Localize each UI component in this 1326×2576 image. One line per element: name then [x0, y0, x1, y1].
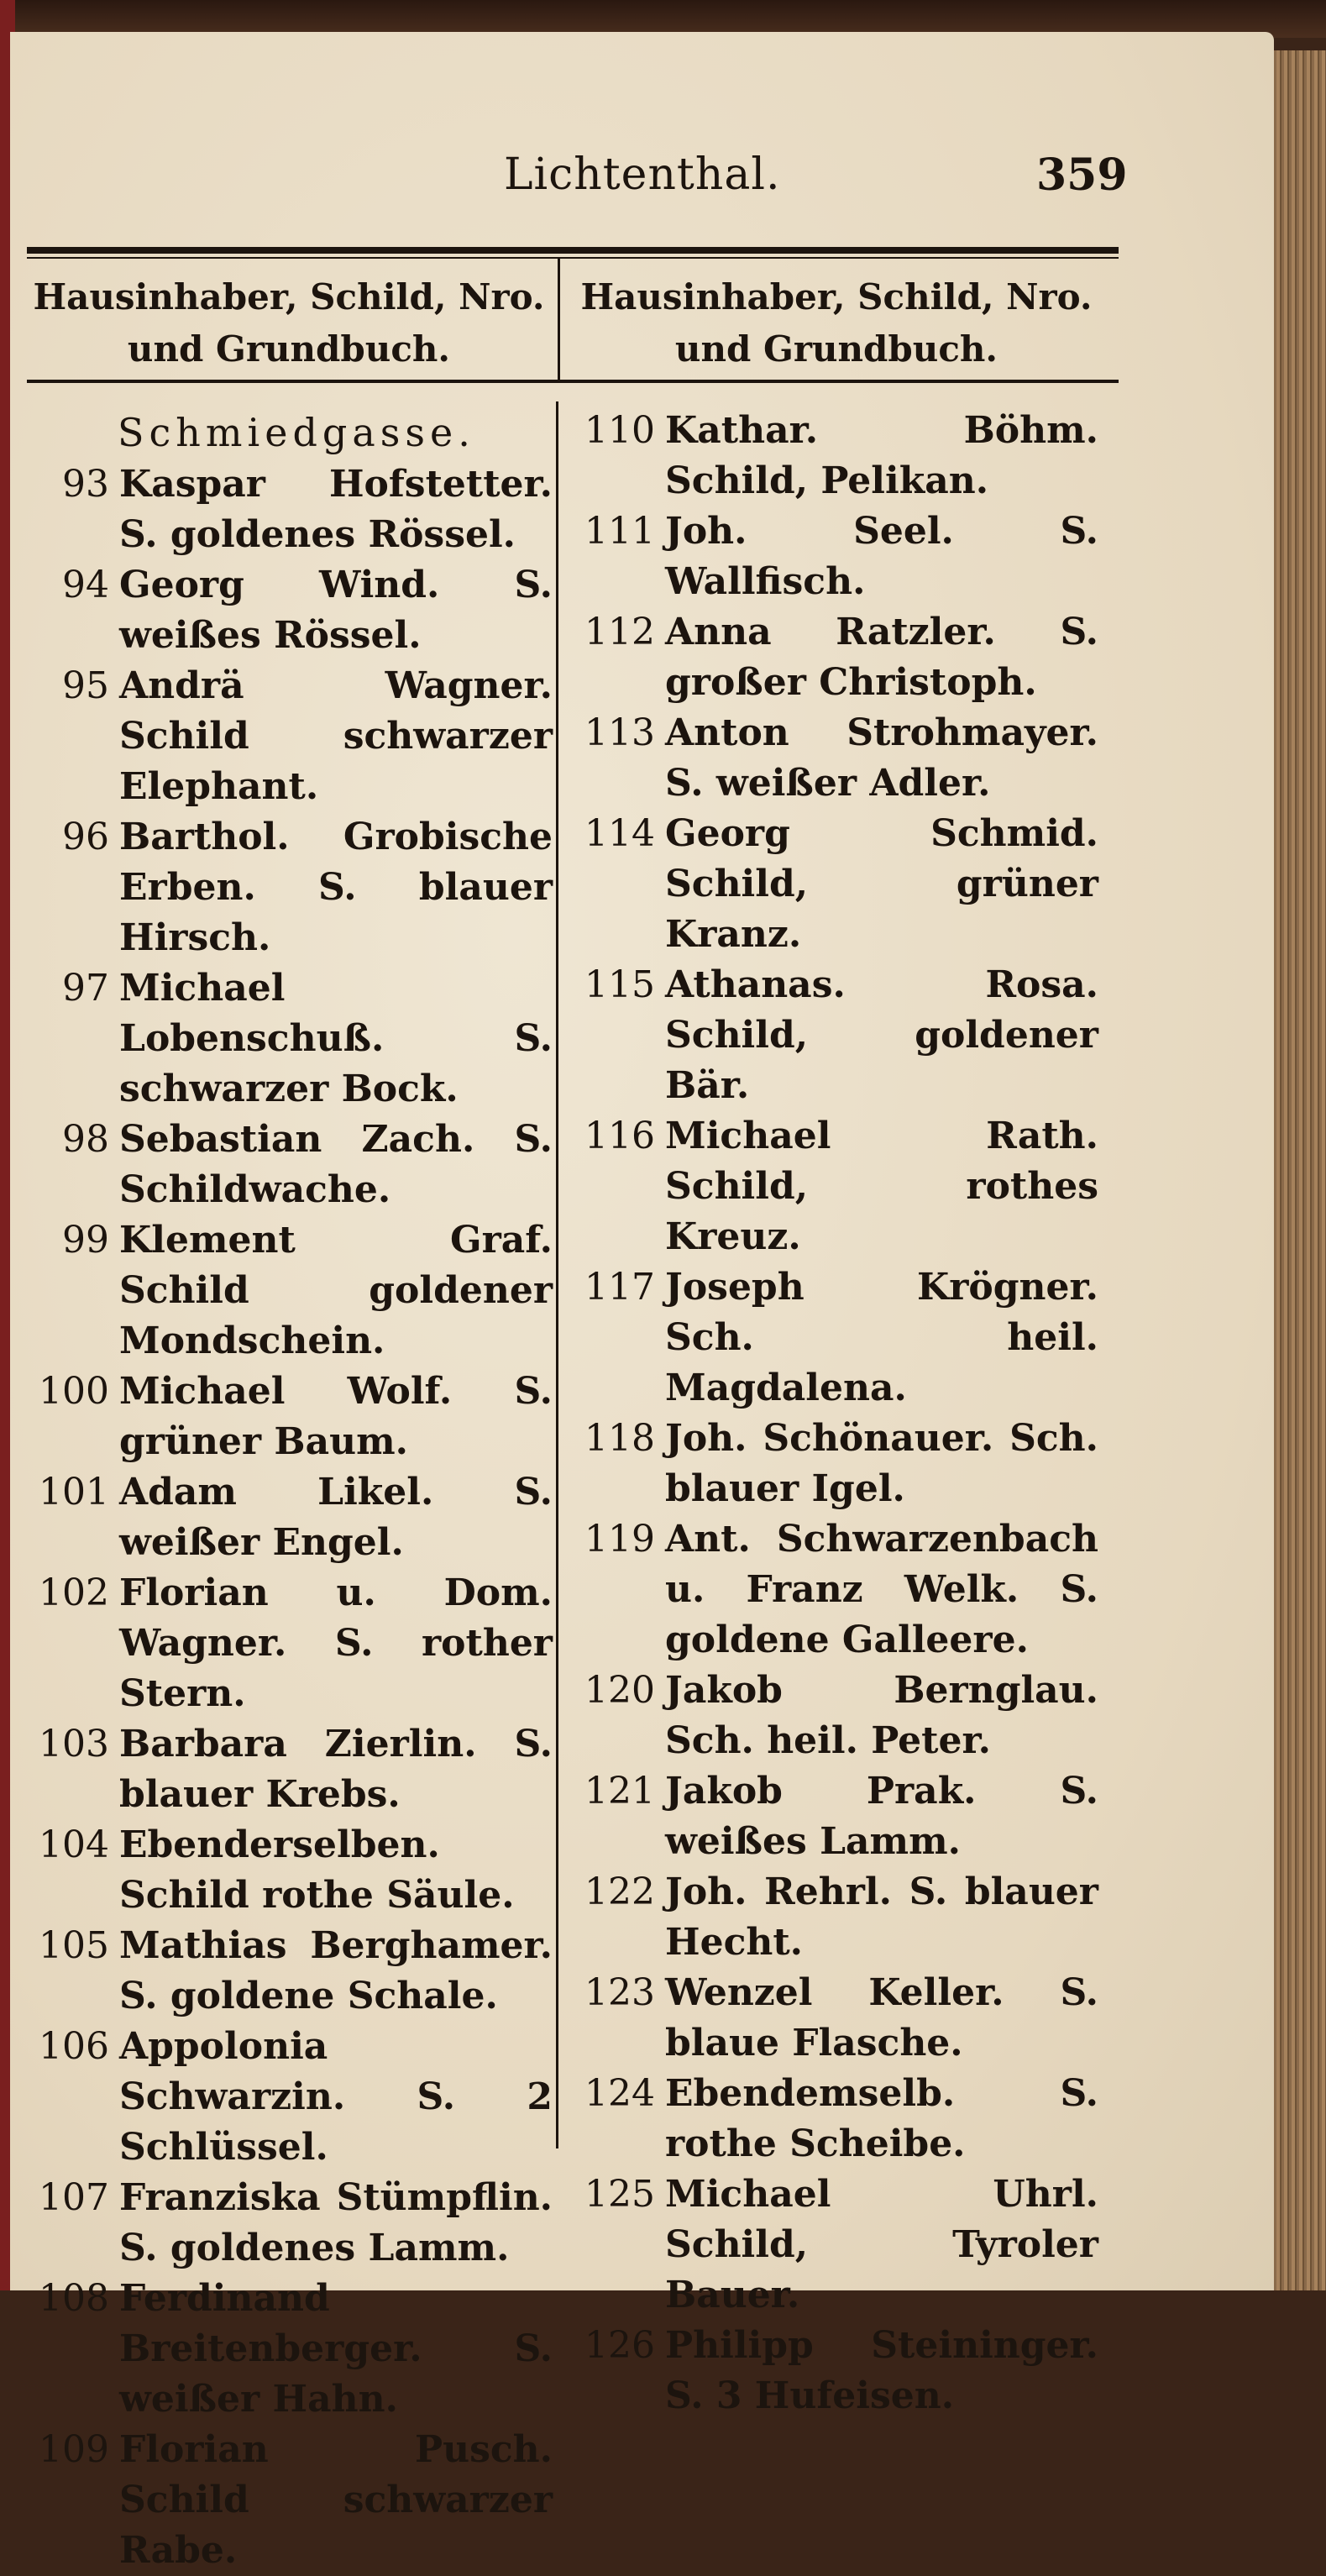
list-item [571, 1514, 1108, 1666]
owner-and-sign: Klement Graf. Schild goldener Mondschein. [119, 1219, 553, 1362]
house-number: 109 [39, 2428, 109, 2471]
list-item [25, 1921, 563, 2022]
house-number: 114 [584, 812, 655, 855]
left-entry-list [25, 459, 563, 2576]
owner-and-sign: Appolonia Schwarzin. S. 2 Schlüssel. [119, 2025, 553, 2169]
owner-and-sign: Michael Uhrl. Schild, Tyroler Bauer. [665, 2173, 1098, 2316]
list-item [571, 1968, 1108, 2069]
house-number: 104 [39, 1823, 109, 1866]
book-page [10, 32, 1274, 2572]
list-item [571, 506, 1108, 607]
house-number: 121 [584, 1770, 655, 1813]
owner-and-sign: Georg Schmid. Schild, grüner Kranz. [665, 812, 1098, 956]
owner-and-sign: Florian u. Dom. Wagner. S. rother Stern. [119, 1571, 553, 1715]
owner-and-sign: Mathias Berghamer. S. goldene Schale. [119, 1924, 553, 2017]
house-number: 123 [584, 1971, 655, 2014]
owner-and-sign: Andrä Wagner. Schild schwarzer Elephant. [119, 664, 553, 808]
house-number: 119 [584, 1518, 655, 1561]
owner-and-sign: Adam Likel. S. weißer Engel. [119, 1471, 553, 1564]
house-number: 105 [39, 1924, 109, 1967]
house-number: 107 [39, 2176, 109, 2219]
list-item [571, 1262, 1108, 1414]
house-number: 113 [584, 711, 655, 754]
list-item [571, 1867, 1108, 1968]
list-item [571, 607, 1108, 708]
owner-and-sign: Jakob Prak. S. weißes Lamm. [665, 1770, 1098, 1863]
right-entry-list [571, 406, 1108, 2421]
house-number: 125 [584, 2173, 655, 2216]
house-number: 117 [584, 1266, 655, 1309]
owner-and-sign: Wenzel Keller. S. blaue Flasche. [665, 1971, 1098, 2064]
list-item [25, 2022, 563, 2173]
list-item [571, 2069, 1108, 2169]
list-item [571, 1414, 1108, 1514]
owner-and-sign: Ebendemselb. S. rothe Scheibe. [665, 2072, 1098, 2165]
owner-and-sign: Ferdinand Breitenberger. S. weißer Hahn. [119, 2277, 553, 2421]
list-item [25, 560, 563, 661]
owner-and-sign: Joh. Seel. S. Wallfisch. [665, 510, 1098, 603]
house-number: 126 [584, 2324, 655, 2367]
list-item [25, 1115, 563, 1215]
list-item [25, 661, 563, 812]
list-item [25, 2173, 563, 2274]
list-item [25, 2425, 563, 2576]
list-item [25, 459, 563, 560]
owner-and-sign: Michael Rath. Schild, rothes Kreuz. [665, 1115, 1098, 1258]
list-item [571, 406, 1108, 506]
page-number: 359 [1036, 150, 1128, 201]
list-item [25, 1719, 563, 1820]
owner-and-sign: Barthol. Grobische Erben. S. blauer Hirsch. [119, 816, 553, 959]
page-stack-edge [1274, 50, 1326, 2290]
list-item [25, 1467, 563, 1568]
house-number: 103 [39, 1723, 109, 1765]
house-number: 101 [39, 1471, 109, 1514]
heading-bottom-rule [27, 380, 1119, 383]
heading-column-divider [558, 257, 560, 380]
owner-and-sign: Philipp Steininger. S. 3 Hufeisen. [665, 2324, 1098, 2417]
list-item [25, 812, 563, 963]
header-rule-thin [27, 257, 1119, 259]
owner-and-sign: Michael Wolf. S. grüner Baum. [119, 1370, 553, 1463]
list-item [25, 1568, 563, 1719]
owner-and-sign: Joh. Rehrl. S. blauer Hecht. [665, 1870, 1098, 1964]
house-number: 96 [62, 816, 109, 858]
house-number: 115 [584, 963, 655, 1006]
house-number: 122 [584, 1870, 655, 1913]
owner-and-sign: Franziska Stümpflin. S. goldenes Lamm. [119, 2176, 553, 2269]
section-title: Schmiedgasse. [118, 410, 475, 455]
owner-and-sign: Kaspar Hofstetter. S. goldenes Rössel. [119, 463, 553, 556]
house-number: 97 [62, 967, 109, 1010]
owner-and-sign: Ant. Schwarzenbach u. Franz Welk. S. goldene Galleere. [665, 1518, 1098, 1661]
house-number: 102 [39, 1571, 109, 1614]
list-item [571, 960, 1108, 1111]
owner-and-sign: Joseph Krögner. Sch. heil. Magdalena. [665, 1266, 1098, 1409]
house-number: 99 [62, 1219, 109, 1262]
owner-and-sign: Anna Ratzler. S. großer Christoph. [665, 611, 1098, 704]
house-number: 94 [62, 564, 109, 606]
owner-and-sign: Jakob Bernglau. Sch. heil. Peter. [665, 1669, 1098, 1762]
column-heading-left: Hausinhaber, Schild, Nro. und Grundbuch. [33, 276, 545, 370]
house-number: 112 [584, 611, 655, 653]
owner-and-sign: Michael Lobenschuß. S. schwarzer Bock. [119, 967, 553, 1110]
house-number: 124 [584, 2072, 655, 2115]
left-column [25, 406, 563, 2576]
right-column [571, 406, 1108, 2421]
owner-and-sign: Barbara Zierlin. S. blauer Krebs. [119, 1723, 553, 1816]
owner-and-sign: Athanas. Rosa. Schild, goldener Bär. [665, 963, 1098, 1107]
list-item [25, 2274, 563, 2425]
owner-and-sign: Georg Wind. S. weißes Rössel. [119, 564, 553, 657]
running-title: Lichtenthal. [504, 150, 781, 200]
owner-and-sign: Joh. Schönauer. Sch. blauer Igel. [665, 1417, 1098, 1510]
house-number: 100 [39, 1370, 109, 1413]
list-item [571, 1666, 1108, 1766]
list-item [571, 1766, 1108, 1867]
house-number: 98 [62, 1118, 109, 1161]
house-number: 111 [584, 510, 655, 553]
house-number: 106 [39, 2025, 109, 2068]
column-heading-right: Hausinhaber, Schild, Nro. und Grundbuch. [580, 276, 1093, 370]
list-item [25, 1820, 563, 1921]
list-item [571, 2321, 1108, 2421]
list-item [571, 809, 1108, 960]
list-item [571, 1111, 1108, 1262]
house-number: 95 [62, 664, 109, 707]
list-item [25, 963, 563, 1115]
owner-and-sign: Ebenderselben. Schild rothe Säule. [119, 1823, 515, 1917]
list-item [571, 708, 1108, 809]
house-number: 118 [584, 1417, 655, 1460]
list-item [25, 1215, 563, 1367]
list-item [25, 1367, 563, 1467]
list-item [571, 2169, 1108, 2321]
house-number: 116 [584, 1115, 655, 1157]
owner-and-sign: Kathar. Böhm. Schild, Pelikan. [665, 409, 1098, 502]
house-number: 108 [39, 2277, 109, 2320]
owner-and-sign: Florian Pusch. Schild schwarzer Rabe. [119, 2428, 553, 2572]
house-number: 93 [62, 463, 109, 506]
page-header [10, 150, 1274, 217]
owner-and-sign: Anton Strohmayer. S. weißer Adler. [665, 711, 1098, 805]
house-number: 120 [584, 1669, 655, 1712]
house-number: 110 [584, 409, 655, 452]
header-rule-thick [27, 247, 1119, 254]
owner-and-sign: Sebastian Zach. S. Schildwache. [119, 1118, 553, 1211]
